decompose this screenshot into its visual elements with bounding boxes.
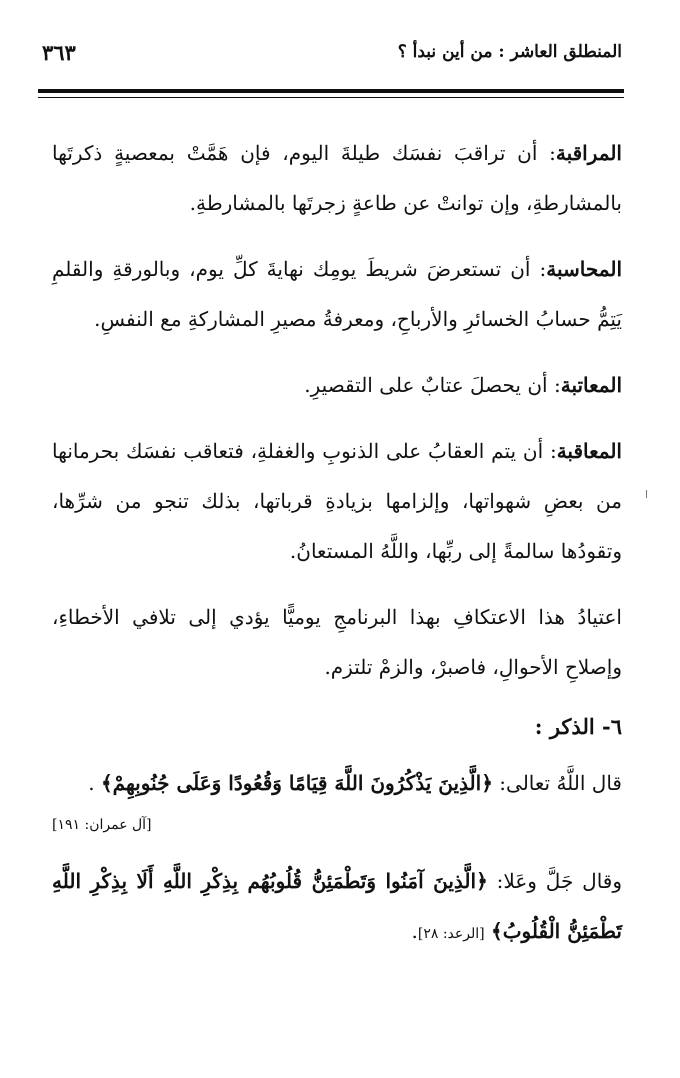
entry-term: المعاتبة	[560, 373, 622, 397]
page-header	[38, 40, 622, 76]
page-number: ٣٦٣	[42, 40, 76, 65]
verse-two	[52, 856, 622, 959]
verse-intro: وقال جَلَّ وعَلا:	[496, 869, 623, 893]
entry-text: أن تراقبَ نفسَك طيلةَ اليوم، فإن هَمَّتْ بمعصيةٍ ذكرتَها بالمشارطةِ، وإن توانتْ عن طاعةٍ زجرتَها بالمشارطةِ.	[52, 141, 622, 215]
closing-paragraph: اعتيادُ هذا الاعتكافِ بهذا البرنامجِ يوميًّا يؤدي إلى تلافي الأخطاءِ، وإصلاحِ الأحوالِ، فاصبرْ، والزمْ تلتزم.	[52, 605, 622, 679]
header-rule-thin	[38, 97, 624, 98]
entry-term: المراقبة	[555, 141, 622, 165]
quran-ayah: ﴿الَّذِينَ يَذْكُرُونَ اللَّهَ قِيَامًا وَقُعُودًا وَعَلَى جُنُوبِهِمْ﴾	[100, 771, 493, 795]
verse-one-citation: [آل عمران: ١٩١]	[52, 817, 152, 833]
entry-text: أن يتم العقابُ على الذنوبِ والغفلةِ، فتعاقب نفسَك بحرمانها من بعضِ شهواتها، وإلزامها بزيادةِ قرباتها، بذلك تنجو من شرِّها، وتقودُها سالمةً إلى ربِّها، واللَّهُ المستعانُ.	[52, 439, 622, 563]
entry-text: أن تستعرضَ شريطَ يومِك نهايةَ كلِّ يوم، وبالورقةِ والقلمِ يَتِمُّ حسابُ الخسائرِ والأرباحِ، ومعرفةُ مصيرِ المشاركةِ مع النفسِ.	[52, 257, 622, 331]
margin-mark	[646, 490, 647, 498]
entry-text: أن يحصلَ عتابٌ على التقصيرِ.	[304, 373, 548, 397]
quran-ayah: ﴿الَّذِينَ آمَنُوا وَتَطْمَئِنُّ قُلُوبُهُم بِذِكْرِ اللَّهِ أَلَا بِذِكْرِ اللَّهِ تَطْمَئِنُّ الْقُلُوبُ﴾	[52, 869, 622, 943]
header-rule-thick	[38, 89, 624, 93]
entry-muhasaba: المحاسبة: أن تستعرضَ شريطَ يومِك نهايةَ كلِّ يوم، وبالورقةِ والقلمِ يَتِمُّ حسابُ الخسائرِ والأرباحِ، ومعرفةُ مصيرِ المشاركةِ مع النفسِ.	[52, 257, 622, 331]
entry-muraqaba: المراقبة: أن تراقبَ نفسَك طيلةَ اليوم، فإن هَمَّتْ بمعصيةٍ ذكرتَها بالمشارطةِ، وإن توانتْ عن طاعةٍ زجرتَها بالمشارطةِ.	[52, 141, 622, 215]
text-body	[52, 128, 622, 969]
running-title: المنطلق العاشر : من أين نبدأ ؟	[397, 42, 622, 62]
entry-term: المعاقبة	[556, 439, 622, 463]
verse-intro: قال اللَّهُ تعالى:	[499, 771, 622, 795]
entry-term: المحاسبة	[546, 257, 622, 281]
entry-muataba: المعاتبة: أن يحصلَ عتابٌ على التقصيرِ.	[304, 373, 622, 397]
section-heading-dhikr: ٦- الذكر :	[534, 714, 622, 739]
verse-end: .	[411, 919, 418, 943]
verse-two-citation: [الرعد: ٢٨]	[417, 926, 485, 942]
verse-end: .	[88, 771, 95, 795]
verse-one	[52, 758, 622, 808]
entry-muaqaba: المعاقبة: أن يتم العقابُ على الذنوبِ والغفلةِ، فتعاقب نفسَك بحرمانها من بعضِ شهواتها، وإلزامها بزيادةِ قرباتها، بذلك تنجو من شرِّها، وتقودُها سالمةً إلى ربِّها، واللَّهُ المستعانُ.	[52, 439, 622, 563]
